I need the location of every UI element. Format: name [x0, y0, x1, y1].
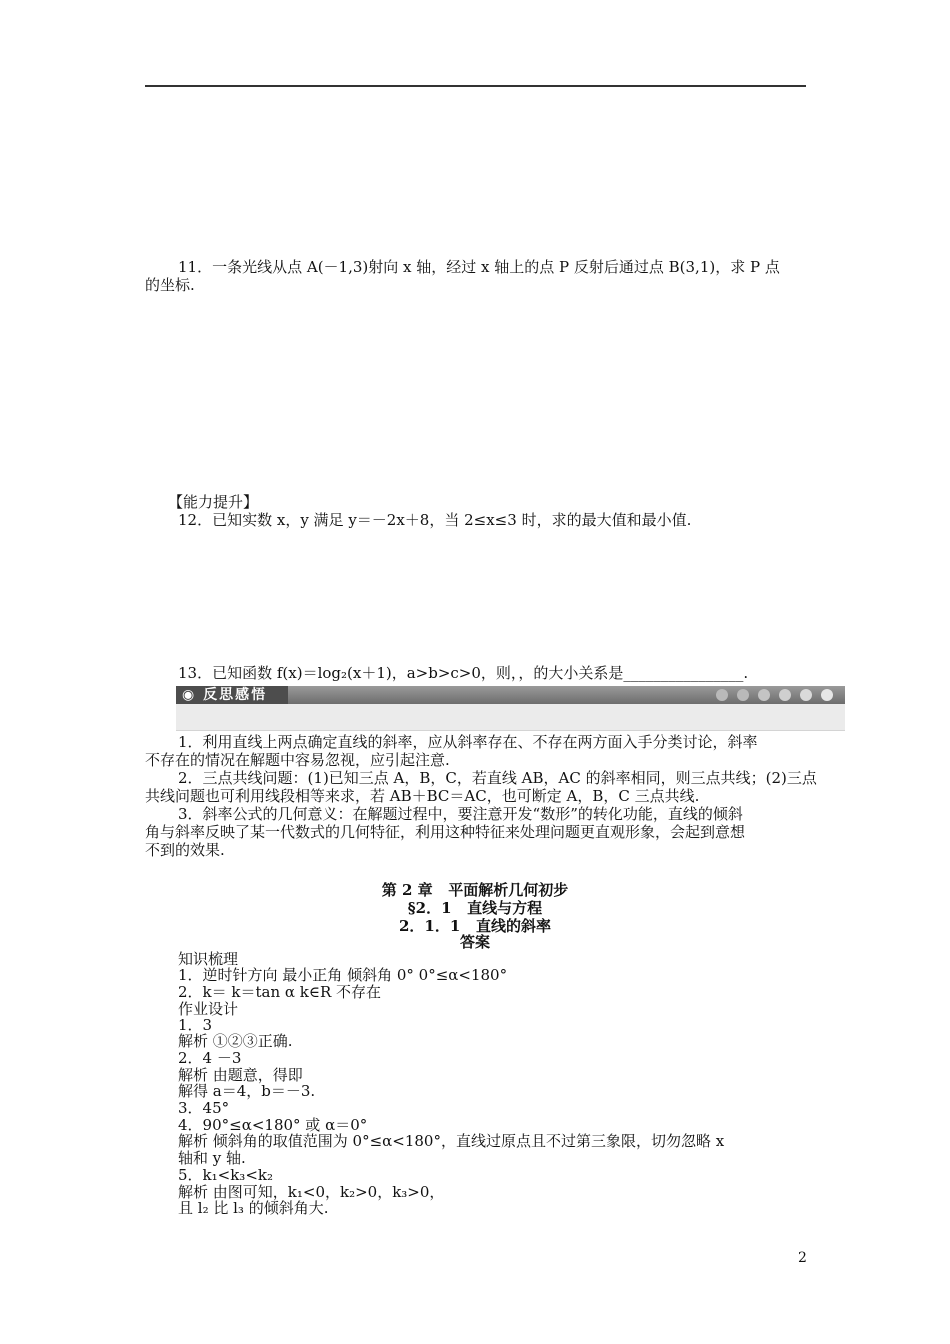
banner-dot-icon: [716, 689, 728, 701]
answer-heading: 答案: [459, 933, 490, 951]
answer-line: 作业设计: [178, 1000, 239, 1018]
banner-dot-icon: [800, 689, 812, 701]
problem-13: 13．已知函数 f(x)＝log₂(x＋1)，a>b>c>0，则，，的大小关系是________________.: [178, 664, 749, 682]
answer-line: 1．3: [178, 1016, 213, 1034]
chapter-heading: 第 2 章 平面解析几何初步: [381, 881, 569, 899]
answer-line: 且 l₂ 比 l₃ 的倾斜角大.: [178, 1199, 329, 1217]
problem-12: 12．已知实数 x，y 满足 y＝－2x＋8，当 2≤x≤3 时，求的最大值和最小值.: [178, 511, 692, 529]
banner-title: ◉ 反思感悟: [176, 686, 288, 704]
reflection-line: 不到的效果.: [145, 841, 225, 859]
answer-line: 5．k₁<k₃<k₂: [178, 1166, 273, 1184]
answer-line: 解析 由图可知，k₁<0，k₂>0，k₃>0，: [178, 1183, 445, 1201]
banner-body: [176, 704, 845, 731]
answer-line: 4．90°≤α<180° 或 α＝0°: [178, 1116, 368, 1134]
answer-line: 3．45°: [178, 1099, 230, 1117]
subsection-heading: 2．1．1 直线的斜率: [399, 917, 551, 935]
answer-line: 解析 倾斜角的取值范围为 0°≤α<180°，直线过原点且不过第三象限，切勿忽略 x: [178, 1132, 725, 1150]
banner-dot-icon: [758, 689, 770, 701]
problem-11-line2: 的坐标.: [145, 276, 195, 294]
reflection-line: 1．利用直线上两点确定直线的斜率，应从斜率存在、不存在两方面入手分类讨论，斜率: [178, 733, 758, 751]
problem-11-line1: 11．一条光线从点 A(－1,3)射向 x 轴，经过 x 轴上的点 P 反射后通过点 B(3,1)，求 P 点: [178, 258, 780, 276]
reflection-line: 角与斜率反映了某一代数式的几何特征，利用这种特征来处理问题更直观形象，会起到意想: [145, 823, 746, 841]
banner-dot-icon: [737, 689, 749, 701]
answer-line: 解析 ①②③正确.: [178, 1032, 293, 1050]
answer-line: 知识梳理: [178, 950, 239, 968]
section-heading: §2．1 直线与方程: [407, 899, 543, 917]
banner-dot-icon: [821, 689, 833, 701]
reflection-line: 3．斜率公式的几何意义：在解题过程中，要注意开发“数形”的转化功能，直线的倾斜: [178, 805, 743, 823]
answer-line: 2．4 －3: [178, 1049, 242, 1067]
ability-label: 【能力提升】: [168, 493, 259, 511]
answer-line: 2．k＝ k＝tan α k∈R 不存在: [178, 983, 382, 1001]
answer-line: 轴和 y 轴.: [178, 1149, 246, 1167]
banner-dot-icon: [779, 689, 791, 701]
reflection-line: 2．三点共线问题：(1)已知三点 A，B，C，若直线 AB，AC 的斜率相同，则三点共线；(2)三点: [178, 769, 817, 787]
answer-line: 解析 由题意，得即: [178, 1066, 303, 1084]
reflection-banner: [176, 686, 845, 730]
reflection-line: 共线问题也可利用线段相等来求，若 AB＋BC＝AC，也可断定 A，B，C 三点共线.: [145, 787, 700, 805]
page-number: 2: [798, 1250, 807, 1266]
answer-line: 解得 a＝4，b＝－3.: [178, 1082, 316, 1100]
header-rule: [145, 85, 806, 87]
answer-line: 1．逆时针方向 最小正角 倾斜角 0° 0°≤α<180°: [178, 966, 508, 984]
reflection-line: 不存在的情况在解题中容易忽视，应引起注意.: [145, 751, 450, 769]
